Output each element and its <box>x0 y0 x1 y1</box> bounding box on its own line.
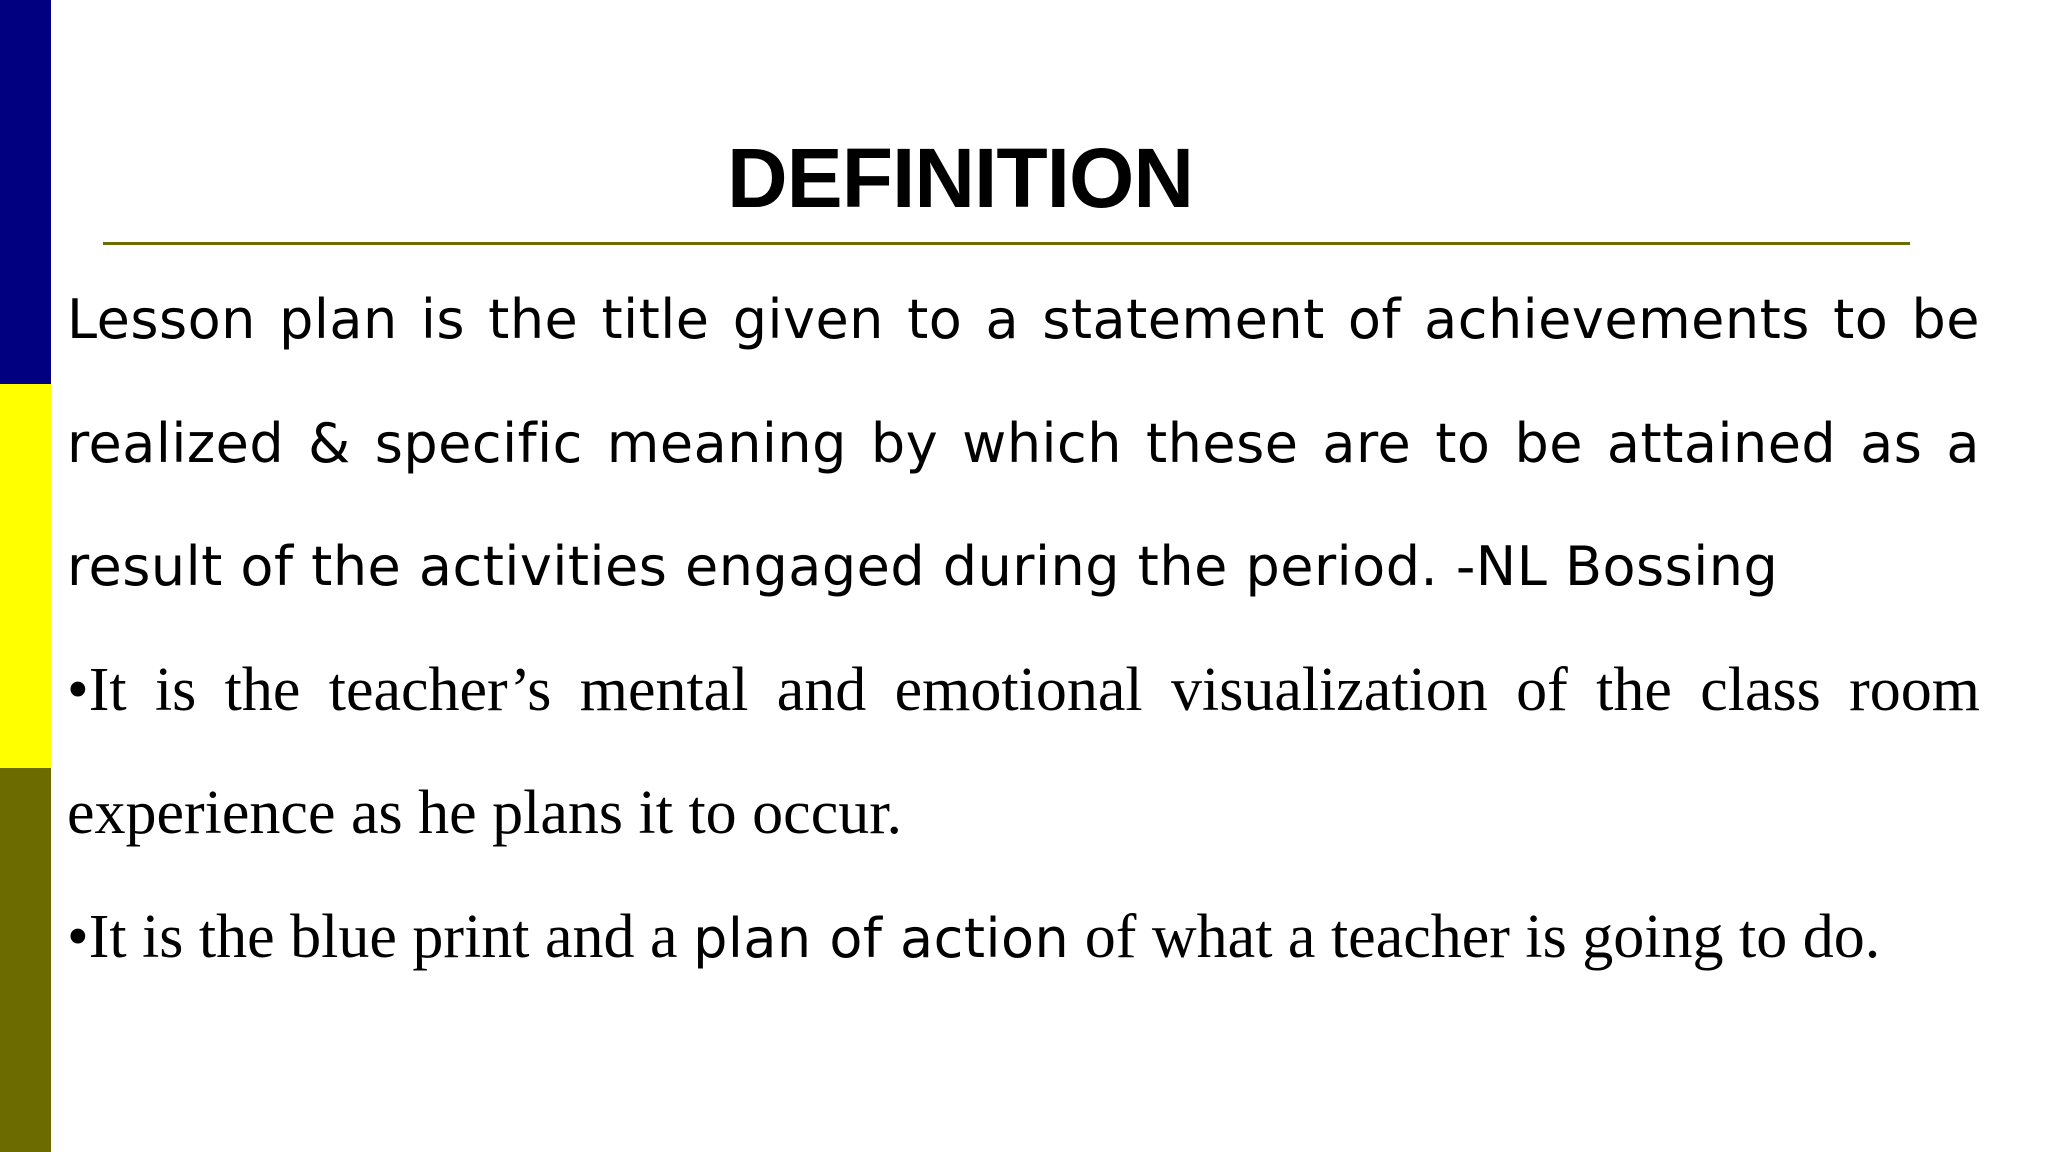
bullet-visualization: •It is the teacher’s mental and emotional visualization of the class room experience as he plans it to occur. <box>67 655 1980 847</box>
bullet-blue-print-part3: of what a teacher is going to do. <box>1069 902 1881 971</box>
side-color-bar <box>0 0 51 1152</box>
slide-title: DEFINITION <box>727 131 1193 225</box>
bullet-blue-print <box>67 876 1980 1001</box>
slide-body <box>67 258 1980 1000</box>
side-bar-blue-segment <box>0 0 51 384</box>
bullet-blue-print-part1: •It is the blue print and a <box>67 902 694 971</box>
side-bar-yellow-segment <box>0 384 51 768</box>
definition-paragraph: Lesson plan is the title given to a statement of achievements to be realized & specific meaning by which these are to be attained as a result of the activities engaged during the period. -NL Bossing <box>67 288 1980 598</box>
side-bar-olive-segment <box>0 768 51 1152</box>
bullet-blue-print-part2: plan of action <box>693 906 1070 970</box>
title-underline <box>103 242 1910 245</box>
